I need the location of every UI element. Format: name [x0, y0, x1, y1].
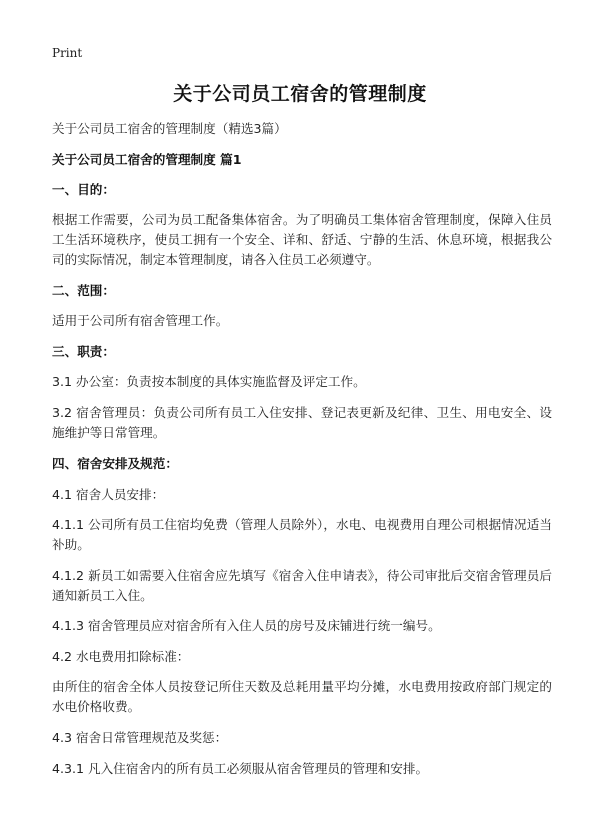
- section-heading-scope: 二、范围：: [52, 283, 115, 298]
- article-heading: 关于公司员工宿舍的管理制度 篇1: [52, 152, 242, 167]
- document-subtitle: 关于公司员工宿舍的管理制度（精选3篇）: [52, 121, 287, 136]
- clause-4-2: 4.2 水电费用扣除标准：: [52, 649, 190, 664]
- section-body-purpose: 根据工作需要，公司为员工配备集体宿舍。为了明确员工集体宿舍管理制度，保障入住员工生活环境秩序，使员工拥有一个安全、详和、舒适、宁静的生活、休息环境，根据我公司的实际情况，制定本管理制度，请各入住员工必须遵守。: [52, 212, 552, 267]
- section-heading-duties: 三、职责：: [52, 344, 115, 359]
- clause-4-1: 4.1 宿舍人员安排：: [52, 487, 165, 502]
- duty-item-office: 3.1 办公室：负责按本制度的具体实施监督及评定工作。: [52, 374, 366, 389]
- document-title: 关于公司员工宿舍的管理制度: [173, 83, 427, 105]
- clause-4-3: 4.3 宿舍日常管理规范及奖惩：: [52, 730, 228, 745]
- clause-4-1-1: 4.1.1 公司所有员工住宿均免费（管理人员除外），水电、电视费用自理公司根据情况适当补助。: [52, 517, 552, 552]
- section-body-scope: 适用于公司所有宿舍管理工作。: [52, 313, 229, 328]
- duty-item-dorm-manager: 3.2 宿舍管理员：负责公司所有员工入住安排、登记表更新及纪律、卫生、用电安全、设施维护等日常管理。: [52, 405, 552, 440]
- section-heading-purpose: 一、目的：: [52, 182, 115, 197]
- clause-4-3-1: 4.3.1 凡入住宿舍内的所有员工必须服从宿舍管理员的管理和安排。: [52, 761, 429, 776]
- clause-4-1-2: 4.1.2 新员工如需要入住宿舍应先填写《宿舍入住申请表》，待公司审批后交宿舍管理员后通知新员工入住。: [52, 568, 552, 603]
- print-label[interactable]: Print: [52, 46, 83, 60]
- clause-4-1-3: 4.1.3 宿舍管理员应对宿舍所有入住人员的房号及床铺进行统一编号。: [52, 618, 441, 633]
- section-heading-arrangement: 四、宿舍安排及规范：: [52, 456, 178, 471]
- clause-4-2-body: 由所住的宿舍全体人员按登记所住天数及总耗用量平均分摊，水电费用按政府部门规定的水电价格收费。: [52, 679, 552, 714]
